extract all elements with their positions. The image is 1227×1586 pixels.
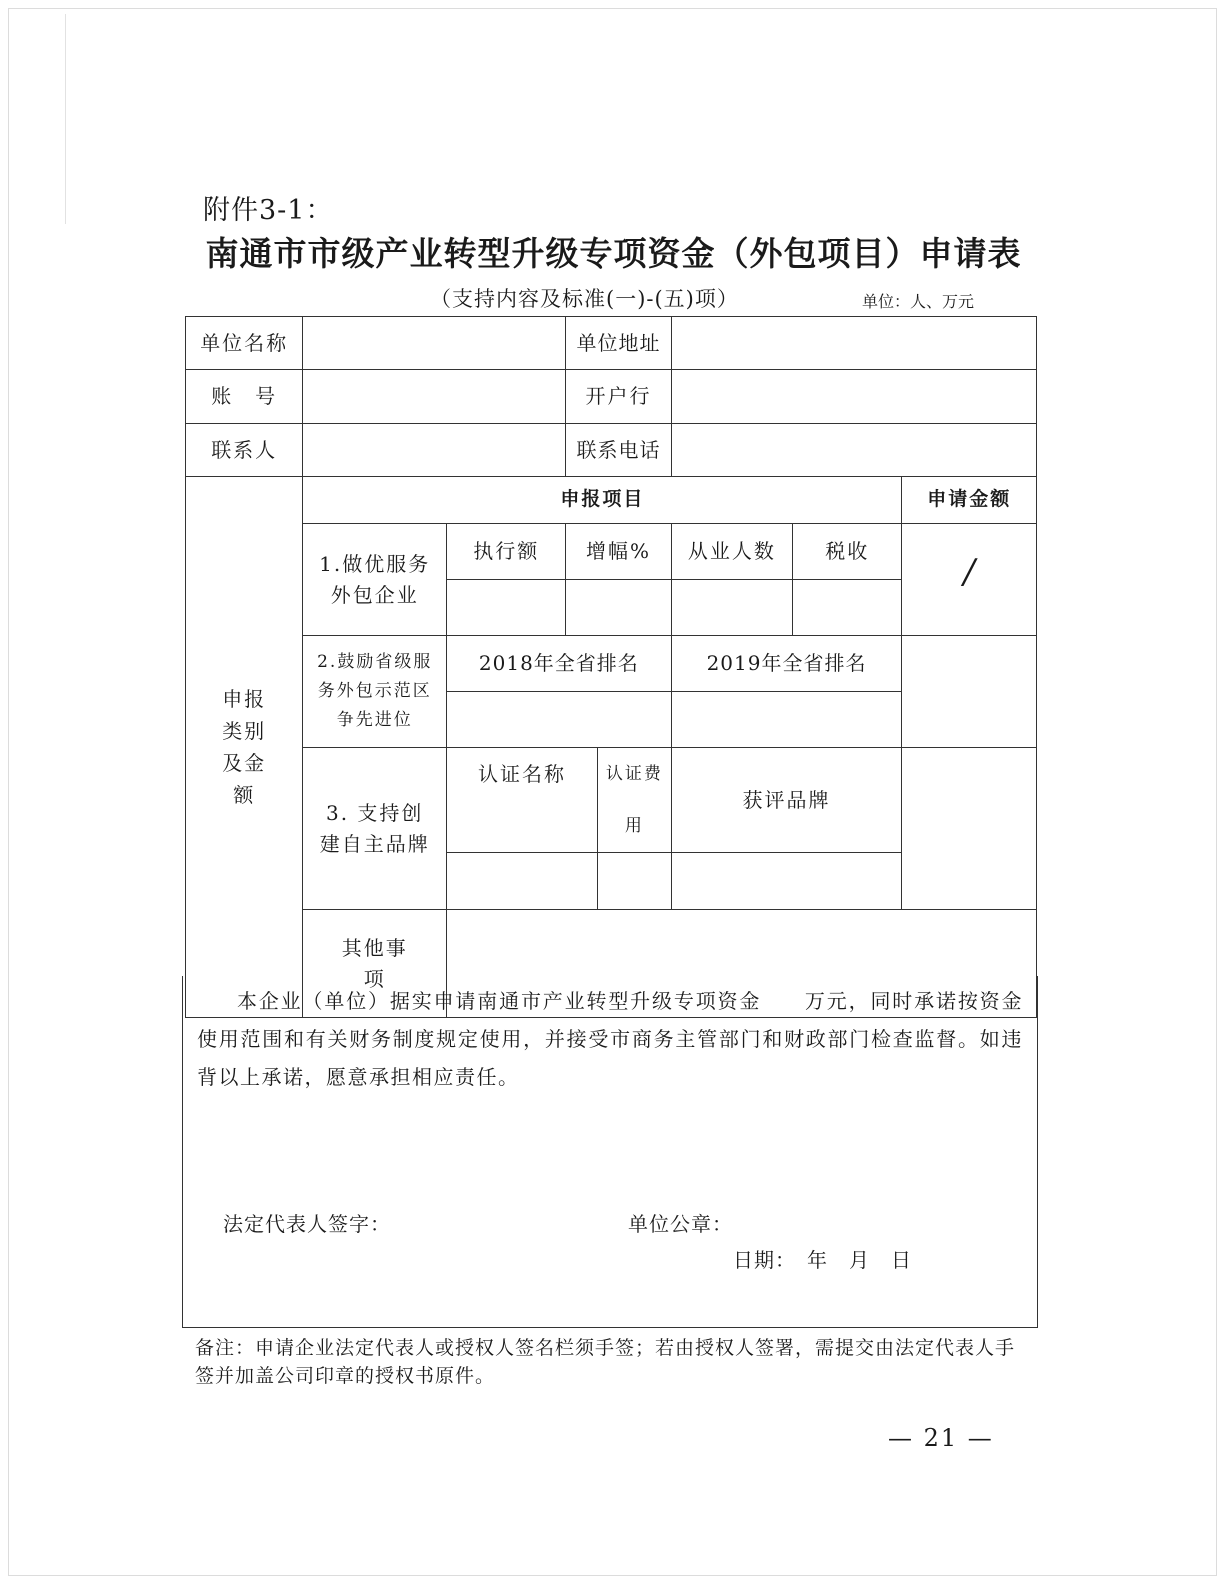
pledge-text: 本企业（单位）据实申请南通市产业转型升级专项资金 万元，同时承诺按资金使用范围和有关财务制度规定使用，并接受市商务主管部门和财政部门检查监督。如违背以上承诺，愿意承担相应责任。 [197,989,1023,1089]
item3-label [303,748,447,910]
application-table [185,316,1037,477]
row-account [186,370,1037,424]
item3-col-brand: 获评品牌 [671,748,902,853]
remark-note: 备注：申请企业法定代表人或授权人签名栏须手签；若由授权人签署，需提交由法定代表人手签并加盖公司印章的授权书原件。 [195,1337,1016,1387]
item3-cert-name-field[interactable] [447,853,597,909]
account-label: 账 号 [186,370,303,424]
item2-2019-field[interactable] [671,692,902,748]
category-side-text: 申报类别及金额 [222,687,267,807]
unit-seal-label: 单位公章： [628,1212,733,1236]
item1-amount-mark: / [963,552,975,592]
project-header: 申报项目 [303,477,902,524]
scan-line [65,14,66,224]
pledge-box [182,976,1038,1328]
item3-amount[interactable] [902,748,1037,910]
item2-label [303,636,447,748]
item1-label [303,524,447,636]
amount-header: 申请金额 [902,477,1037,524]
unit-address-label: 单位地址 [566,317,671,370]
item3-col-cert-name-text: 认证名称 [478,762,567,786]
unit-address-field[interactable] [671,317,1036,370]
date-line: 日期： 年 月 日 [733,1248,912,1272]
attachment-label: 附件3-1： [203,195,334,226]
item3-col-cert-name [447,748,672,853]
row-unit [186,317,1037,370]
bank-field[interactable] [671,370,1036,424]
unit-name-label: 单位名称 [186,317,303,370]
item1-col-exec: 执行额 [447,524,566,580]
category-side-label [186,477,303,1018]
item1-label-text: 1.做优服务外包企业 [319,551,431,607]
form-title: 南通市市级产业转型升级专项资金（外包项目）申请表 [205,234,1022,273]
item3-label-text: 3. 支持创建自主品牌 [319,800,430,856]
contact-label: 联系人 [186,424,303,477]
item2-col-2019: 2019年全省排名 [671,636,902,692]
other-label-text: 其他事项 [341,935,408,991]
item3-col-cert-fee-text: 认证费用 [597,748,671,852]
item1-growth-field[interactable] [566,580,671,636]
row-contact [186,424,1037,477]
bank-label: 开户行 [566,370,671,424]
item2-amount[interactable] [902,636,1037,748]
legal-rep-signature-label: 法定代表人签字： [223,1212,391,1236]
unit-name-field[interactable] [303,317,566,370]
item2-col-2018: 2018年全省排名 [447,636,672,692]
contact-field[interactable] [303,424,566,477]
item2-label-text: 2.鼓励省级服务外包示范区争先进位 [317,652,433,730]
item1-tax-field[interactable] [793,580,902,636]
item3-cert-fee-field[interactable] [597,853,671,909]
item1-amount[interactable] [902,524,1037,636]
form-subtitle: （支持内容及标准(一)-(五)项） [430,287,739,311]
item1-exec-field[interactable] [447,580,566,636]
page-number: — 21 — [888,1424,994,1452]
item3-brand-field[interactable] [671,853,902,910]
item2-2018-field[interactable] [447,692,672,748]
item1-col-growth: 增幅% [566,524,671,580]
item1-staff-field[interactable] [671,580,792,636]
phone-label: 联系电话 [566,424,671,477]
phone-field[interactable] [671,424,1036,477]
item1-col-tax: 税收 [793,524,902,580]
account-field[interactable] [303,370,566,424]
item1-col-staff: 从业人数 [671,524,792,580]
unit-note: 单位：人、万元 [862,292,975,311]
category-table [185,476,1037,1018]
item3-cert-fields[interactable] [447,853,672,910]
